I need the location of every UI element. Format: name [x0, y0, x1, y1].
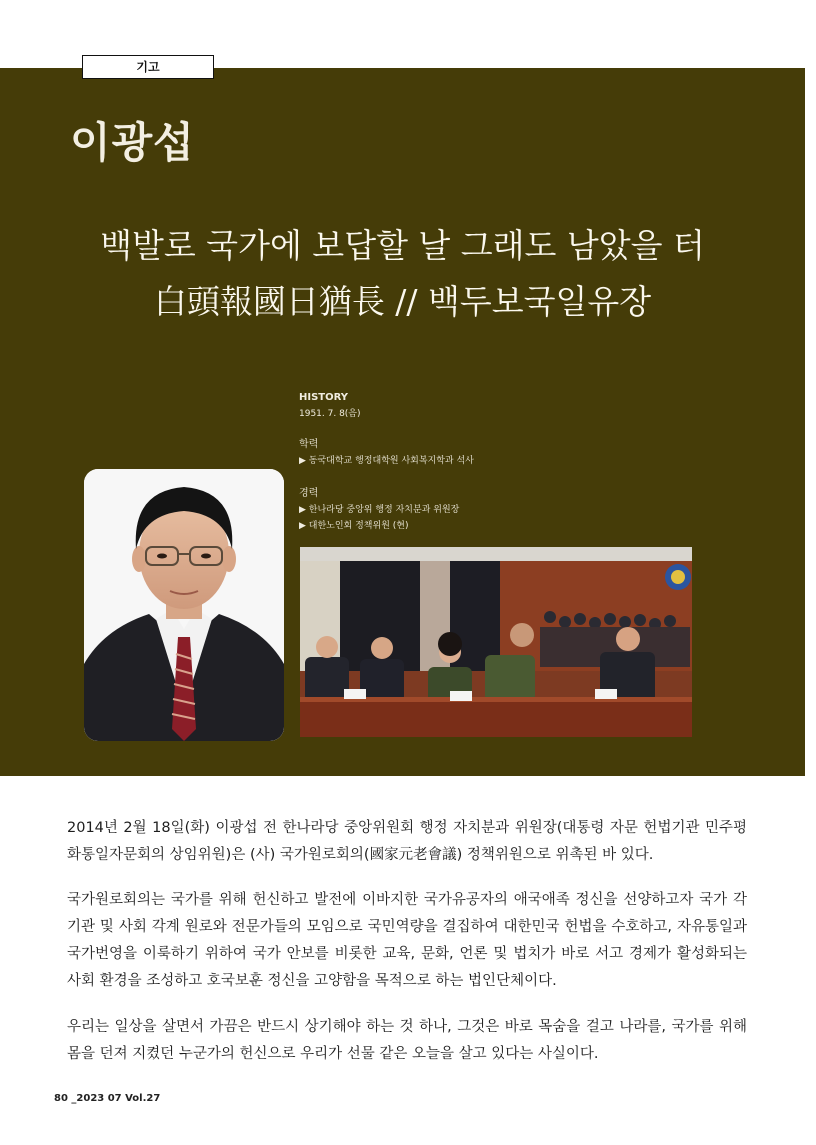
author-portrait-photo: [84, 469, 284, 741]
paragraph: 2014년 2월 18일(화) 이광섭 전 한나라당 중앙위원회 행정 자치분과 위원장(대통령 자문 헌법기관 민주평화통일자문회의 상임위원)은 (사) 국가원로회의(國家元老會議) 정책위원으로 위촉된 바 있다.: [67, 820, 747, 863]
history-birth: 1951. 7. 8(음): [299, 409, 361, 419]
history-block: [299, 392, 474, 531]
education-item: ▶ 동국대학교 행정대학원 사회복지학과 석사: [299, 456, 474, 466]
section-tag: 기고: [82, 55, 214, 79]
career-label: 경력: [299, 488, 319, 499]
page-footer: 80 _2023 07 Vol.27: [54, 1093, 161, 1104]
career-item: ▶ 대한노인회 정책위원 (현): [299, 521, 409, 531]
headline-line-2: 白頭報國日猶長 // 백두보국일유장: [153, 282, 652, 321]
education-label: 학력: [299, 439, 319, 450]
paragraph: 우리는 일상을 살면서 가끔은 반드시 상기해야 하는 것 하나, 그것은 바로 목숨을 걸고 나라를, 국가를 위해 몸을 던져 지켰던 누군가의 헌신으로 우리가 선물 같은 오늘을 살고 있다는 사실이다.: [67, 1019, 747, 1062]
paragraph: 국가원로회의는 국가를 위해 헌신하고 발전에 이바지한 국가유공자의 애국애족 정신을 선양하고자 국가 각 기관 및 사회 각계 원로와 전문가들의 모임으로 국민역량을 결집하여 대한민국 헌법을 수호하고, 자유통일과 국가번영을 이룩하기 위하여 국가 안보를 비롯한 교육, 문화, 언론 및 법치가 바로 서고 경제가 활성화되는 사회 환경을 조성하고 호국보훈 정신을 고양함을 목적으로 하는 법인단체이다.: [67, 892, 747, 989]
career-item: ▶ 한나라당 중앙위 행정 자치분과 위원장: [299, 505, 460, 515]
meeting-photo: [300, 547, 692, 737]
author-name: 이광섭: [70, 118, 195, 167]
history-label: HISTORY: [299, 392, 349, 403]
headline-line-1: 백발로 국가에 보답할 날 그래도 남았을 터: [100, 226, 705, 265]
